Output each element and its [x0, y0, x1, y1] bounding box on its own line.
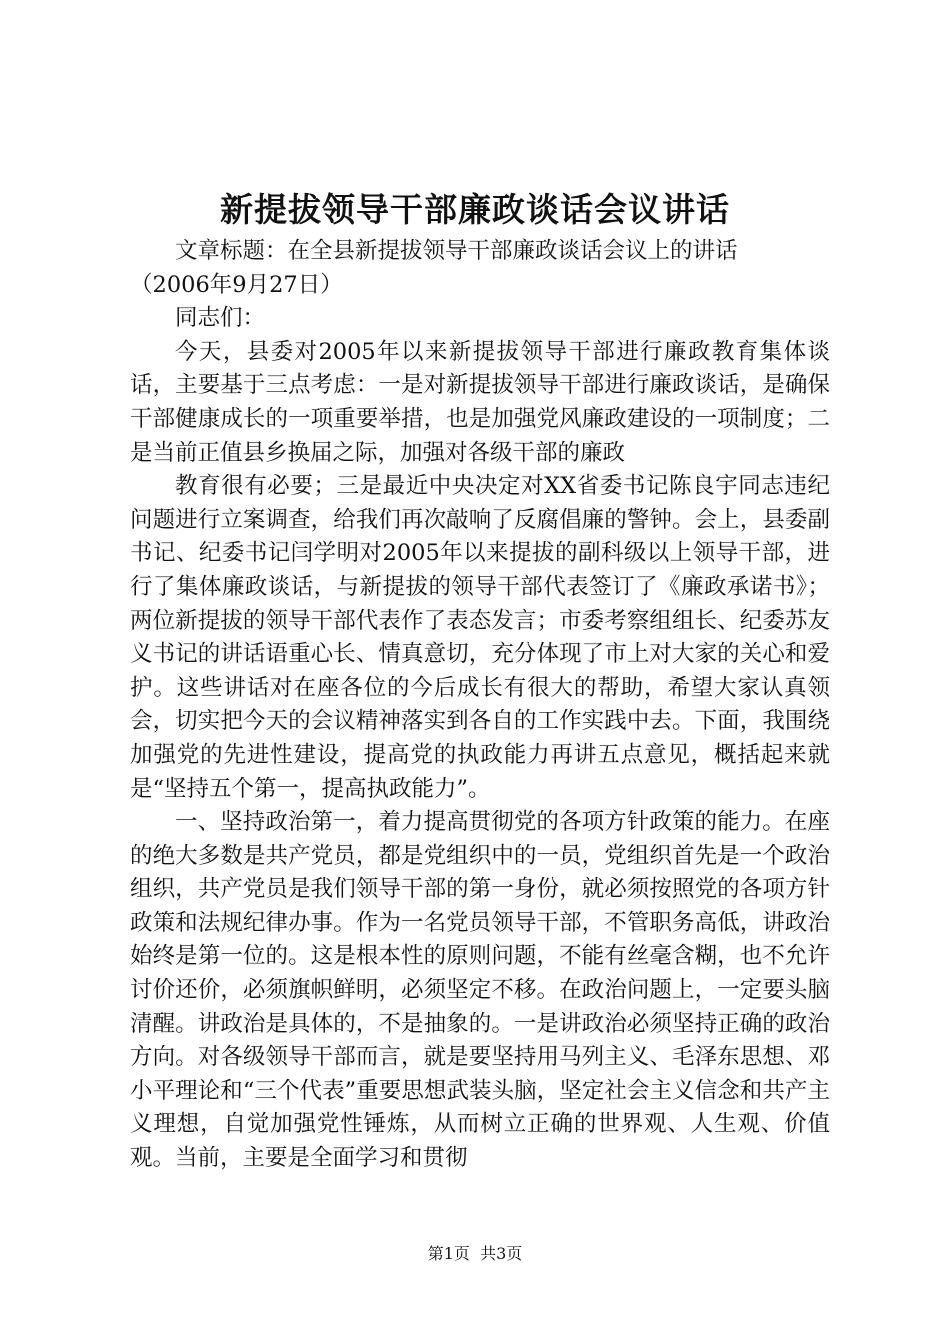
- paragraph-date: （2006年9月27日）: [130, 271, 343, 298]
- paragraph-body: 一、坚持政治第一，着力提高贯彻党的各项方针政策的能力。在座的绝大多数是共产党员，都是党组织中的一员，党组织首先是一个政治组织，共产党员是我们领导干部的第一身份，就必须按照党的各项方针政策和法规纪律办事。作为一名党员领导干部，不管职务高低，讲政治始终是第一位的。这是根本性的原则问题，不能有丝毫含糊，也不允许讨价还价，必须旗帜鲜明，必须坚定不移。在政治问题上，一定要头脑清醒。讲政治是具体的，不是抽象的。一是讲政治必须坚持正确的政治方向。对各级领导干部而言，就是要坚持用马列主义、毛泽东思想、邓小平理论和“三个代表”重要思想武装头脑，坚定社会主义信念和共产主义理想，自觉加强党性锤炼，从而树立正确的世界观、人生观、价值观。当前，主要是全面学习和贯彻: [130, 809, 830, 1172]
- document-body: [130, 235, 830, 1176]
- page-number: 第1页: [427, 1244, 470, 1263]
- page-total: 共3页: [480, 1244, 523, 1263]
- page-footer: [0, 1244, 950, 1264]
- paragraph-article-title: 文章标题：在全县新提拔领导干部廉政谈话会议上的讲话: [175, 238, 738, 264]
- paragraph-salutation: 同志们：: [175, 305, 266, 332]
- paragraph-body: 今天，县委对2005年以来新提拔领导干部进行廉政教育集体谈话，主要基于三点考虑：一是对新提拔领导干部进行廉政谈话，是确保干部健康成长的一项重要举措，也是加强党风廉政建设的一项制度；二是当前正值县乡换届之际，加强对各级干部的廉政: [130, 338, 830, 466]
- document-title: 新提拔领导干部廉政谈话会议讲话: [220, 190, 730, 229]
- paragraph-body: 教育很有必要；三是最近中央决定对XX省委书记陈良宇同志违纪问题进行立案调查，给我们再次敲响了反腐倡廉的警钟。会上，县委副书记、纪委书记闫学明对2005年以来提拔的副科级以上领导干部，进行了集体廉政谈话，与新提拔的领导干部代表签订了《廉政承诺书》；两位新提拔的领导干部代表作了表态发言；市委考察组组长、纪委苏友义书记的讲话语重心长、情真意切，充分体现了市上对大家的关心和爱护。这些讲话对在座各位的今后成长有很大的帮助，希望大家认真领会，切实把今天的会议精神落实到各自的工作实践中去。下面，我围绕加强党的先进性建设，提高党的执政能力再讲五点意见，概括起来就是“坚持五个第一，提高执政能力”。: [130, 473, 830, 802]
